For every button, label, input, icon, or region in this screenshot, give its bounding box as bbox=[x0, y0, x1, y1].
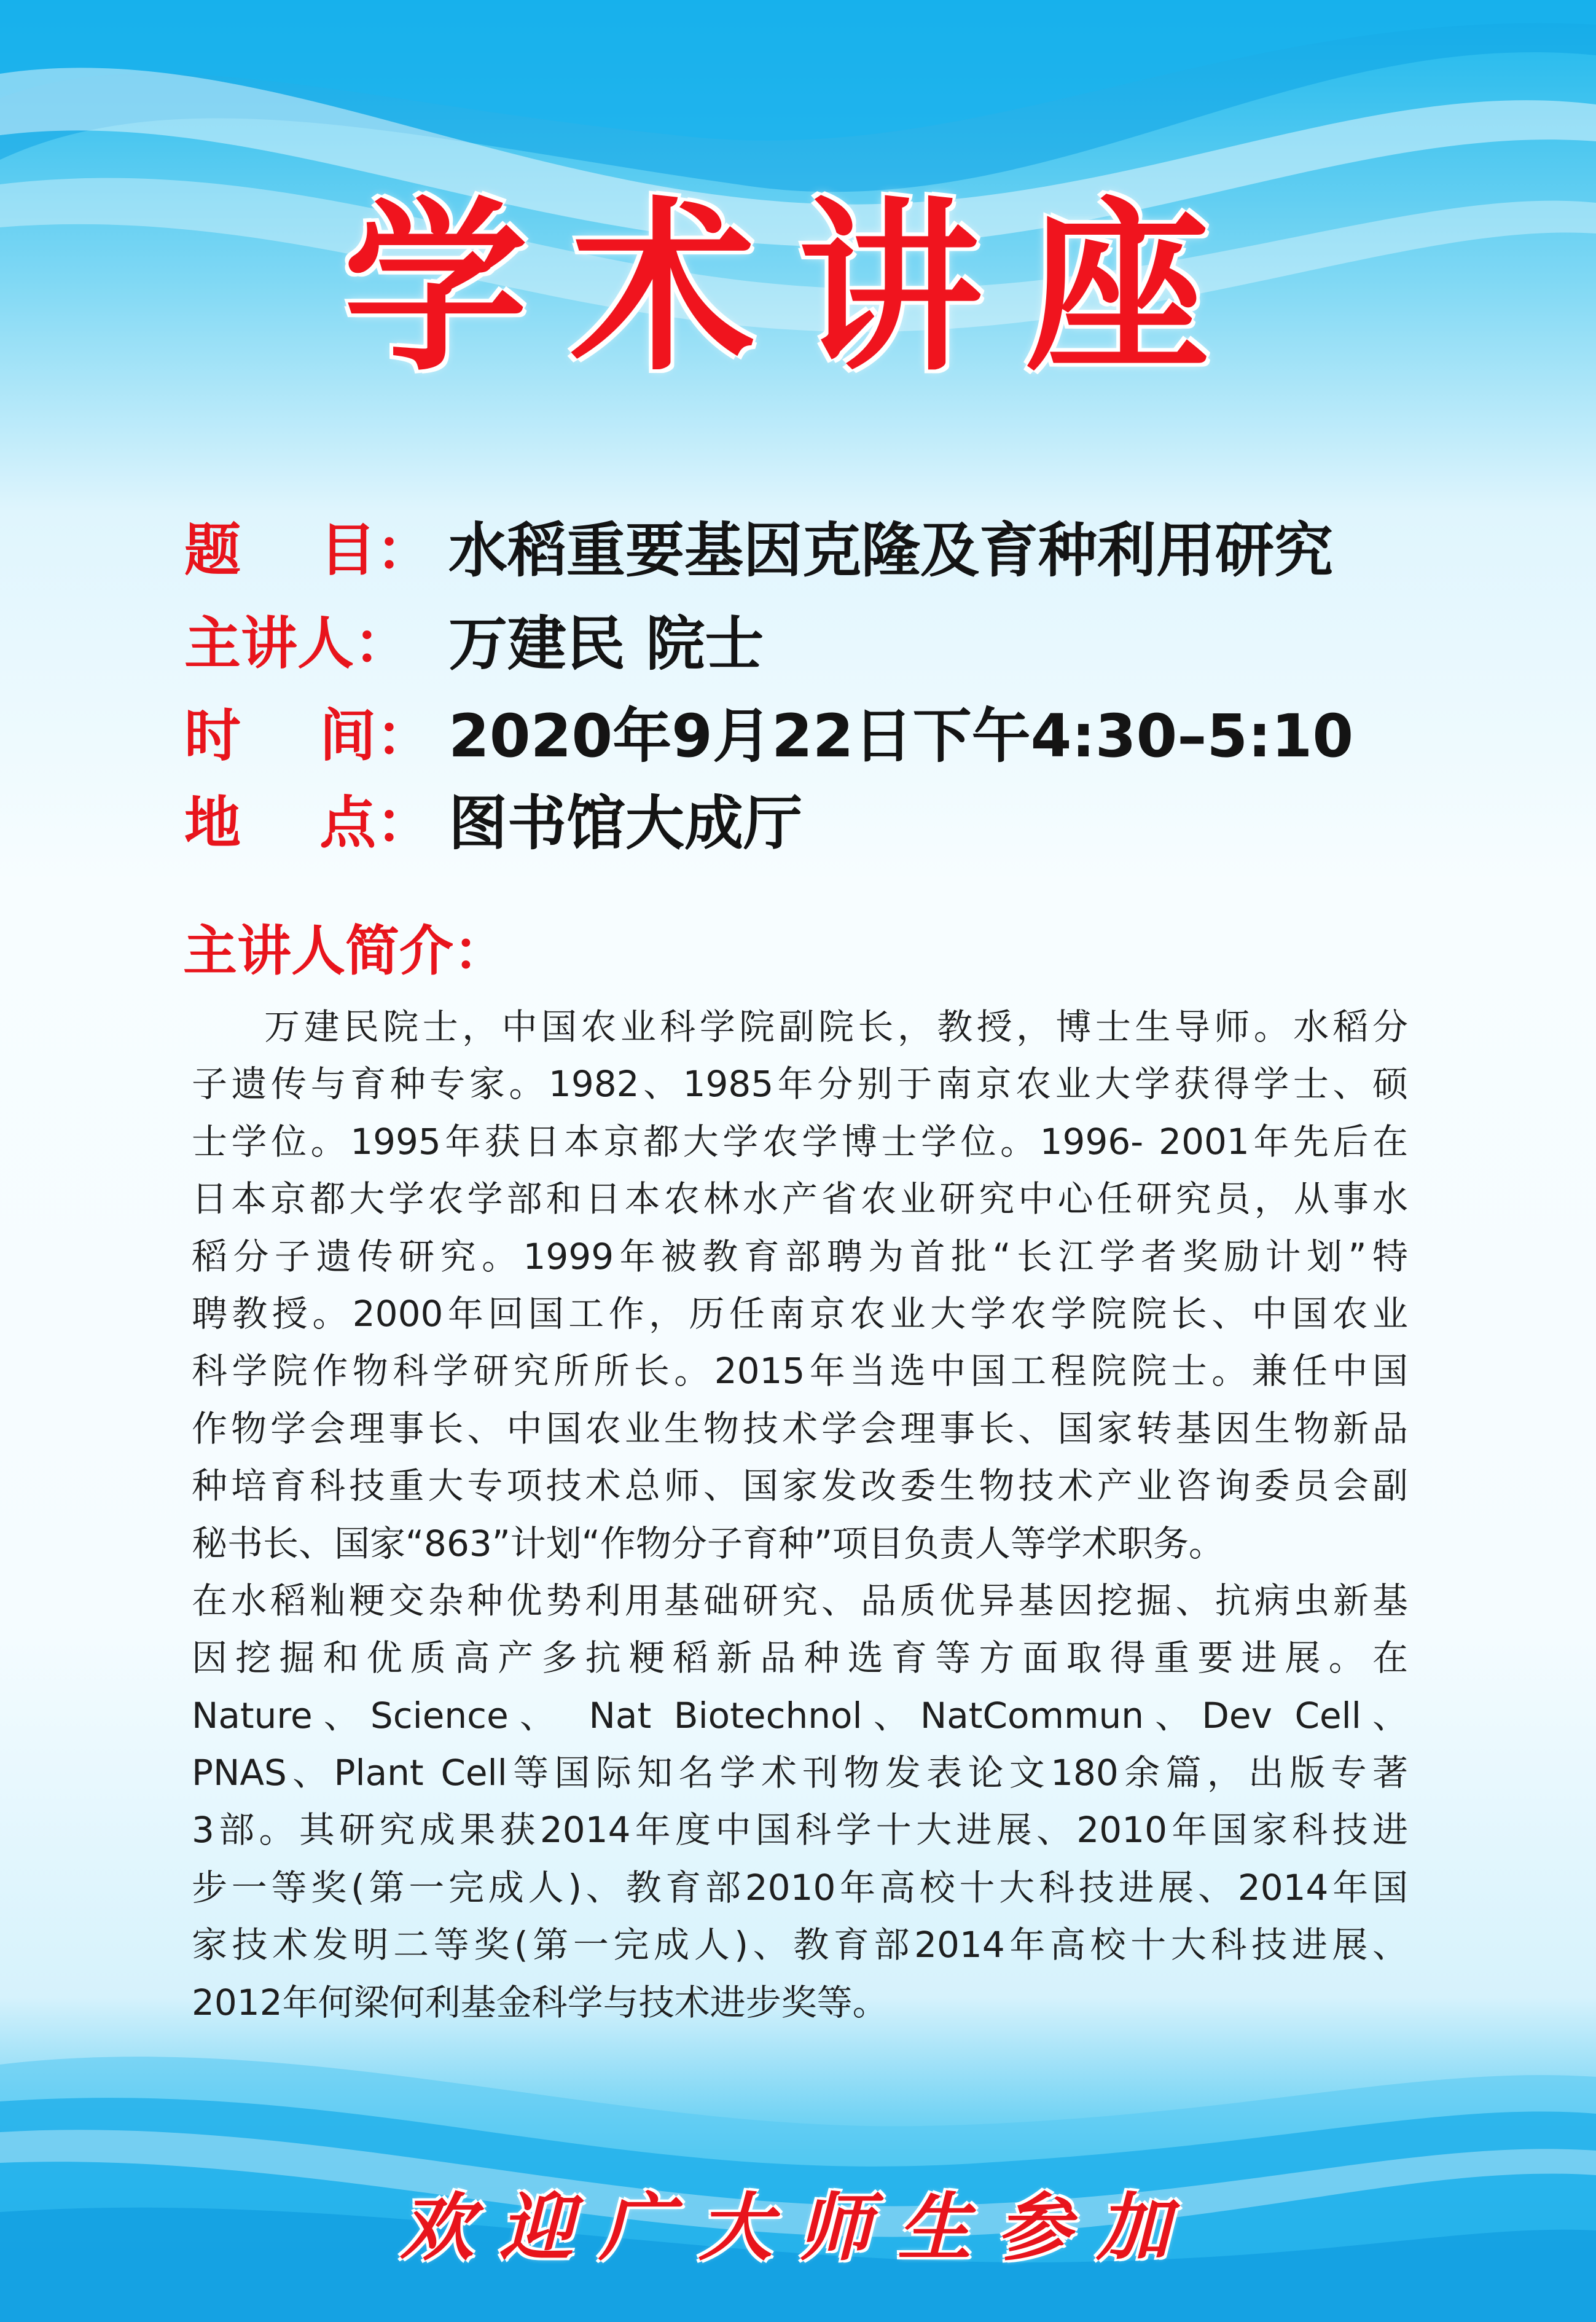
bio-text bbox=[192, 998, 1408, 2031]
bio-line: 家技术发明二等奖(第一完成人)、教育部2014年高校十大科技进展、 bbox=[192, 1924, 1408, 1966]
info-value-time: 2020年9月22日下午4:30–5:10 bbox=[448, 701, 1354, 771]
bio-line: PNAS、Plant Cell等国际知名学术刊物发表论文180余篇，出版专著 bbox=[192, 1752, 1408, 1794]
bio-line: 万建民院士，中国农业科学院副院长，教授，博士生导师。水稻分 bbox=[264, 1006, 1408, 1048]
info-label-location: 地 点： bbox=[184, 790, 433, 856]
info-value-speaker: 万建民 院士 bbox=[448, 609, 764, 678]
info-value-location: 图书馆大成厅 bbox=[448, 788, 802, 858]
bio-line: 在水稻籼粳交杂种优势利用基础研究、品质优异基因挖掘、抗病虫新基 bbox=[192, 1579, 1408, 1622]
info-row-location bbox=[184, 775, 802, 861]
bio-line: 秘书长、国家“863”计划“作物分子育种”项目负责人等学术职务。 bbox=[192, 1522, 1224, 1564]
bio-line: 聘教授。2000年回国工作，历任南京农业大学农学院院长、中国农业 bbox=[192, 1292, 1408, 1335]
info-row-speaker bbox=[184, 596, 764, 682]
info-value-topic: 水稻重要基因克隆及育种利用研究 bbox=[448, 516, 1333, 585]
bio-line: 作物学会理事长、中国农业生物技术学会理事长、国家转基因生物新品 bbox=[192, 1407, 1408, 1449]
bio-heading: 主讲人简介： bbox=[183, 919, 508, 983]
bio-line: Nature、Science、 Nat Biotechnol、NatCommun、Dev Cell、 bbox=[192, 1694, 1408, 1736]
info-label-time: 时 间： bbox=[184, 703, 433, 769]
bio-line: 科学院作物科学研究所所长。2015年当选中国工程院院士。兼任中国 bbox=[192, 1350, 1408, 1392]
welcome-slogan: 欢迎广大师生参加 bbox=[400, 2184, 1196, 2271]
bio-line: 步一等奖(第一完成人)、教育部2010年高校十大科技进展、2014年国 bbox=[192, 1866, 1408, 1908]
info-row-topic bbox=[184, 503, 1333, 589]
bio-line: 种培育科技重大专项技术总师、国家发改委生物技术产业咨询委员会副 bbox=[192, 1465, 1408, 1507]
bio-line: 稻分子遗传研究。1999年被教育部聘为首批“长江学者奖励计划”特 bbox=[192, 1235, 1408, 1277]
bio-line: 日本京都大学农学部和日本农林水产省农业研究中心任研究员，从事水 bbox=[192, 1178, 1408, 1220]
info-label-topic: 题 目： bbox=[184, 517, 433, 583]
info-row-time bbox=[184, 688, 1353, 774]
bio-line: 子遗传与育种专家。1982、1985年分别于南京农业大学获得学士、硕 bbox=[192, 1063, 1408, 1105]
info-label-speaker: 主讲人： bbox=[184, 611, 411, 677]
bio-line: 因挖掘和优质高产多抗粳稻新品种选育等方面取得重要进展。在 bbox=[192, 1637, 1408, 1679]
bio-line: 士学位。1995年获日本京都大学农学博士学位。1996- 2001年先后在 bbox=[192, 1120, 1408, 1163]
bio-line: 3部。其研究成果获2014年度中国科学十大进展、2010年国家科技进 bbox=[192, 1809, 1408, 1851]
poster-title: 学术讲座 bbox=[343, 181, 1253, 396]
bio-line: 2012年何梁何利基金科学与技术进步奖等。 bbox=[192, 1981, 888, 2023]
